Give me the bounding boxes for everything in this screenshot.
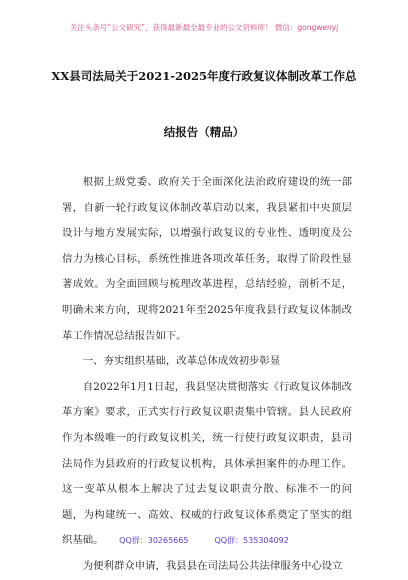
body-paragraph-intro: 根据上级党委、政府关于全面深化法治政府建设的统一部署，自新一轮行政复议体制改革启动以来，我县紧扣中央顶层设计与地方发展实际，以增强行政复议的专业性、透明度及公信力为核心目标，系统性推进各项改革任务，取得了阶段性显著成效。为全面回顾与梳理改革进程，总结经验，剖析不足，明确未来方向，现将2021年至2025年度我县行政复议体制改革工作情况总结报告如下。 [62, 176, 352, 342]
document-title-line-2: 结报告（精品） [163, 125, 245, 139]
promo-header: 关注头条号“公文研究”，获得最新最全最专业的公文资料库！ 微信：gongwenyj [69, 23, 339, 32]
document-title-line-1: XX县司法局关于2021-2025年度行政复议体制改革工作总 [51, 69, 357, 83]
footer-qq-group-2: QQ群：535304092 [214, 536, 289, 545]
section-heading-1: 一、夯实组织基础，改革总体成效初步彰显 [82, 355, 281, 368]
footer-qq-group-1: QQ群：30265665 [119, 536, 189, 545]
document-body [62, 170, 352, 580]
body-paragraph-3: 为便利群众申请，我县县在司法局公共法律服务中心设立 [82, 559, 343, 572]
body-paragraph-2: 自2022年1月1日起，我县坚决贯彻落实《行政复议体制改革方案》要求，正式实行行政复议职责集中管辖。县人民政府作为本级唯一的行政复议机关，统一行使行政复议职责，县司法局作为县政府的行政复议机构，具体承担案件的办理工作。这一变革从根本上解决了过去复议职责分散、标准不一的问题，为构建统一、高效、权威的行政复议体系奠定了坚实的组织基础。 [62, 380, 352, 547]
footer-qq-groups [0, 535, 408, 546]
